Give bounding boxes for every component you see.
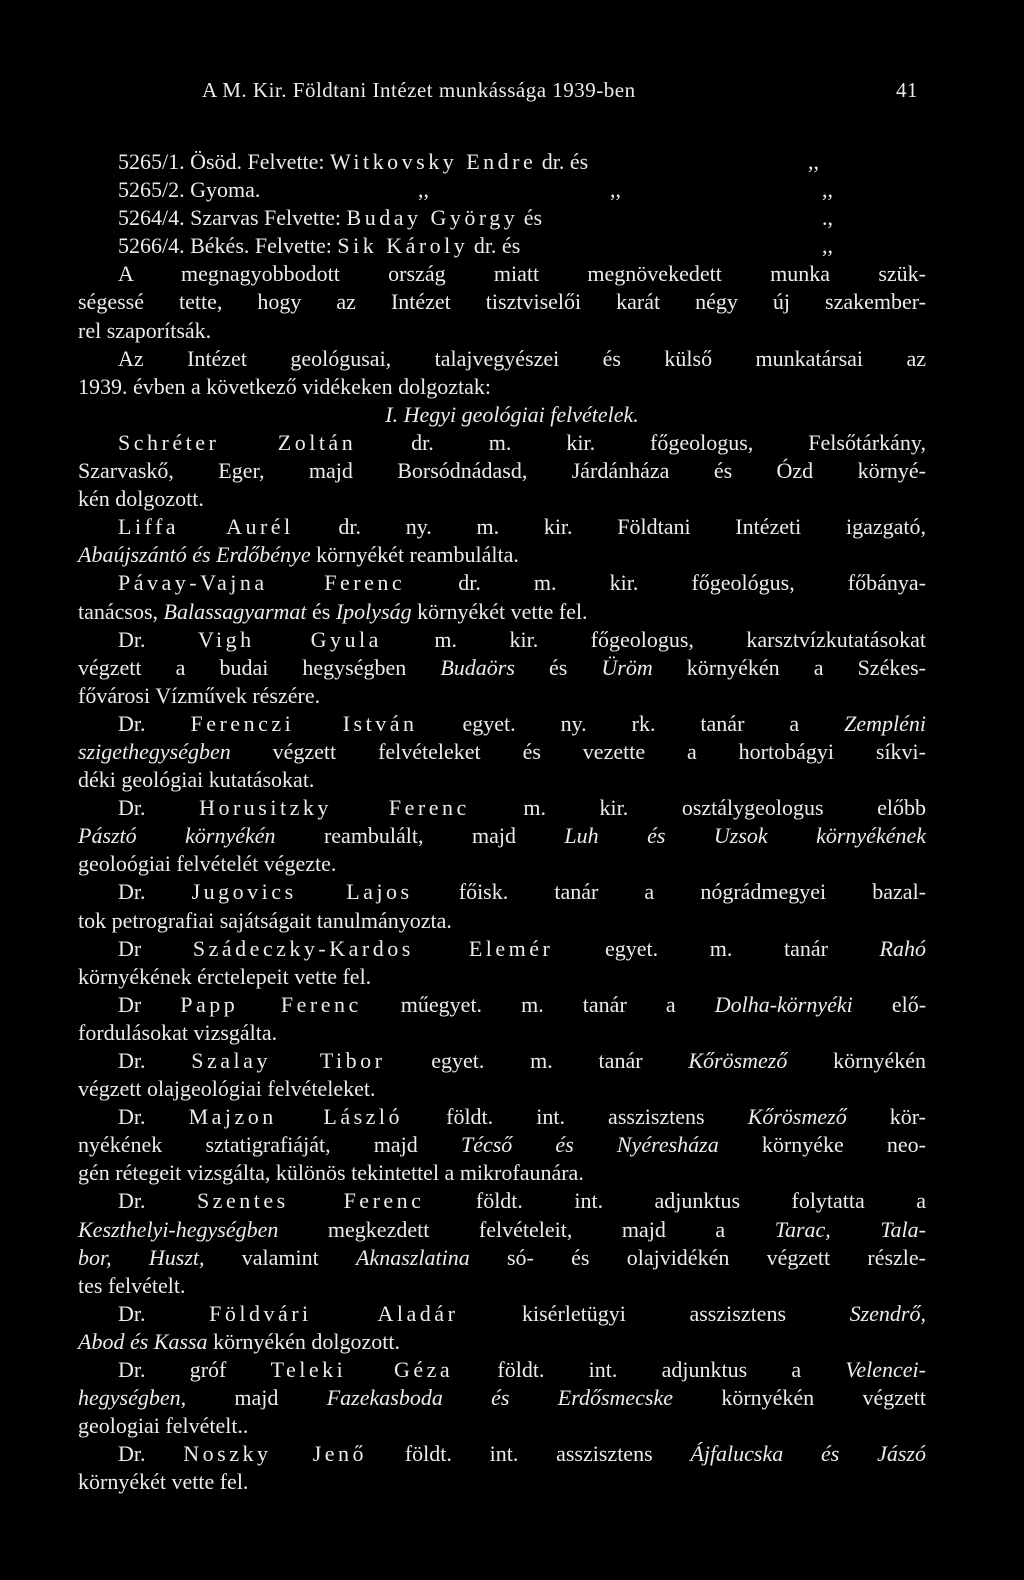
paragraph-line: 1939. évben a következő vidékeken dolgoztak: — [78, 373, 491, 399]
entry-line: tes felvételt. — [78, 1272, 186, 1298]
entry-line: Pávay-Vajna Ferenc dr. m. kir. főgeológus, főbánya- — [118, 570, 926, 596]
entry-line: Dr. Horusitzky Ferenc m. kir. osztálygeologus előbb — [118, 795, 927, 821]
entry-line: hegységben, majd Fazekasboda és Erdősmecske környékén végzett — [78, 1385, 926, 1411]
entry-line: Schréter Zoltán dr. m. kir. főgeologus, Felsőtárkány, — [118, 429, 926, 455]
list-item: 5264/4. Szarvas Felvette: Buday György és ., — [0, 204, 1024, 232]
entry-line: Dr Papp Ferenc műegyet. m. tanár a Dolha-környéki elő- — [118, 991, 927, 1017]
entry-line: Dr. Ferenczi István egyet. ny. rk. tanár a Zempléni — [118, 710, 927, 736]
entry-line: Dr Szádeczky-Kardos Elemér egyet. m. tanár Rahó — [118, 935, 926, 961]
entry-line: Dr. Majzon László földt. int. asszisztens Kőrösmező kör- — [118, 1104, 926, 1130]
entry-line: fővárosi Vízművek részére. — [78, 682, 321, 708]
entry-line: szigethegységben végzett felvételeket és vezette a hortobágyi síkvi- — [78, 738, 926, 764]
entry-line: déki geológiai kutatásokat. — [78, 767, 315, 793]
list-item: 5265/2. Gyoma. ,, ,, ,, — [0, 176, 1024, 204]
entry-line: gén rétegeit vizsgálta, különös tekintettel a mikrofaunára. — [78, 1160, 584, 1186]
entry-line: Dr. Jugovics Lajos főisk. tanár a nógrádmegyei bazal- — [118, 879, 927, 905]
paragraph-line: rel szaporítsák. — [78, 317, 212, 343]
entry-line: Abod és Kassa környékén dolgozott. — [78, 1328, 401, 1354]
list-ditto: ,, — [808, 149, 819, 174]
entry-line: bor, Huszt, valamint Aknaszlatina só- és olajvidékén végzett részle- — [78, 1244, 927, 1270]
entry-line: kén dolgozott. — [78, 486, 204, 512]
list-item: 5265/1. Ösöd. Felvette: Witkovsky Endre dr. és ,, — [0, 148, 1024, 176]
entry-line: fordulásokat vizsgálta. — [78, 1019, 278, 1045]
entry-line: tanácsos, Balassagyarmat és Ipolyság környékét vette fel. — [78, 598, 588, 624]
entry-line: Szarvaskő, Eger, majd Borsódnádasd, Járdánháza és Ózd környé- — [78, 458, 926, 484]
page-number: 41 — [896, 78, 918, 102]
entry-line: geologiai felvételt.. — [78, 1413, 249, 1439]
entry-line: Dr. Földvári Aladár kisérletügyi asszisztens Szendrő, — [118, 1300, 926, 1326]
list-ditto: ., — [822, 205, 833, 231]
entry-line: Dr. gróf Teleki Géza földt. int. adjunktus a Velencei- — [118, 1357, 926, 1383]
entry-line: Dr. Szentes Ferenc földt. int. adjunktus folytatta a — [118, 1188, 926, 1214]
entry-line: nyékének sztatigrafiáját, majd Técső és Nyéresháza környéke neo- — [78, 1132, 926, 1158]
entry-line: végzett olajgeológiai felvételeket. — [78, 1076, 376, 1102]
list-ditto: ,, — [822, 233, 833, 259]
entry-line: Dr. Noszky Jenő földt. int. asszisztens Ájfalucska és Jászó — [118, 1441, 926, 1467]
entry-line: Pásztó környékén reambulált, majd Luh és Uzsok környékének — [78, 823, 927, 849]
list-ditto: ,, — [822, 177, 833, 203]
entry-line: végzett a budai hegységben Budaörs és Üröm környékén a Székes- — [78, 654, 926, 680]
section-title: I. Hegyi geológiai felvételek. — [385, 401, 639, 427]
entry-line: Dr. Vigh Gyula m. kir. főgeologus, karsztvízkutatásokat — [118, 626, 927, 652]
entry-line: tok petrografiai sajátságait tanulmányozta. — [78, 907, 452, 933]
header-title: A M. Kir. Földtani Intézet munkássága 1939-ben — [202, 78, 636, 102]
body-text — [0, 148, 1024, 1497]
entry-line: környékének érctelepeit vette fel. — [78, 963, 372, 989]
entry-line: Liffa Aurél dr. ny. m. kir. Földtani Intézeti igazgató, — [118, 514, 926, 540]
paragraph-line: A megnagyobbodott ország miatt megnövekedett munka szük- — [118, 261, 926, 287]
list-item: 5266/4. Békés. Felvette: Sik Károly dr. és ,, — [0, 232, 1024, 260]
entry-line: Abaújszántó és Erdőbénye környékét reambulálta. — [78, 542, 519, 568]
running-header — [0, 78, 1024, 112]
entry-line: Keszthelyi-hegységben megkezdett felvételeit, majd a Tarac, Tala- — [78, 1216, 926, 1242]
entry-line: Dr. Szalay Tibor egyet. m. tanár Kőrösmező környékén — [118, 1048, 926, 1073]
entry-line: geoloógiai felvételét végezte. — [78, 851, 337, 877]
entry-line: környékét vette fel. — [78, 1469, 249, 1495]
paragraph-line: Az Intézet geológusai, talajvegyészei és külső munkatársai az — [118, 345, 926, 371]
paragraph-line: ségessé tette, hogy az Intézet tisztviselői karát négy új szakember- — [78, 289, 926, 315]
